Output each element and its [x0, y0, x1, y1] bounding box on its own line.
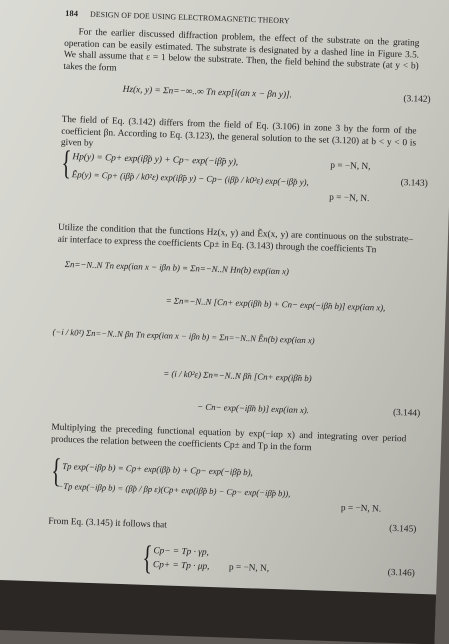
equation-3-145-line-1: Tp exp(−iβp b) = Cp+ exp(iβ̃p b) + Cp− exp(−iβ̃p b),: [62, 460, 253, 478]
equation-3-144-line-4: = (i / k0²ε) Σn=−N..N β̃n [Cn+ exp(iβ̃n b): [163, 368, 312, 384]
paragraph-4: Multiplying the preceding functional equation by exp(−iαp x) and integrating over period produces the relation between the coefficients Cp± and Tp in the form: [50, 422, 407, 453]
equation-number-3-146: (3.146): [387, 567, 415, 579]
equation-3-146-condition: p = −N, N,: [228, 562, 270, 574]
equation-number-3-142: (3.142): [403, 94, 431, 106]
equation-number-3-145: (3.145): [389, 523, 417, 535]
equation-3-143-condition-2: p = −N, N.: [329, 192, 370, 205]
equation-3-144-line-1: Σn=−N..N Tn exp(iαn x − iβn b) = Σn=−N..N Hn(b) exp(iαn x): [64, 258, 290, 277]
equation-3-146-line-1: Cp− = Tp · γp,: [153, 546, 210, 558]
equation-number-3-143: (3.143): [400, 178, 428, 189]
equation-3-144-line-2: = Σn=−N..N [Cn+ exp(iβ̃n b) + Cn− exp(−iβ̃n b)] exp(iαn x),: [165, 295, 386, 313]
dark-background-edge: [0, 579, 436, 644]
equation-3-143-line-1: Hp(y) = Cp+ exp(iβ̃p y) + Cp− exp(−iβ̃p y),: [72, 152, 239, 168]
running-title: DESIGN OF DOE USING ELECTROMAGNETIC THEORY: [89, 9, 290, 26]
equation-3-145-condition: p = −N, N.: [340, 503, 382, 515]
page-number: 184: [65, 8, 79, 19]
equation-3-142: Hz(x, y) = Σn=−∞..∞ Tn exp[i(αn x − βn y)].: [122, 84, 293, 101]
equation-3-144-line-5: − Cn− exp(−iβ̃n b)] exp(iαn x).: [197, 401, 310, 416]
equation-3-146-line-2: Cp+ = Tp · μp,: [152, 560, 210, 572]
equation-3-143-line-2: Ẽp(y) = Cp+ (iβ̃p / k0²ε) exp(iβ̃p y) − Cp− (iβ̃p / k0²ε) exp(−iβ̃p y),: [71, 169, 309, 188]
equation-3-144-line-3: (−i / k0²) Σn=−N..N βn Tn exp(iαn x − iβn b) = Σn=−N..N Ẽn(b) exp(iαn x): [52, 326, 315, 346]
paragraph-2: The field of Eq. (3.142) differs from the field of Eq. (3.106) in zone 3 by the form of the coefficient βn. According to Eq. (3.123), the general solution to the set (3.120) at b < y < 0 is given by: [60, 114, 417, 150]
equation-3-143-condition-1: p = −N, N,: [330, 160, 371, 173]
equation-brace: {: [141, 539, 153, 578]
equation-3-145-line-2: −Tp exp(−iβp b) = (β̃p / βp ε)(Cp+ exp(iβ̃p b) − Cp− exp(−iβ̃p b)),: [57, 480, 291, 499]
equation-number-3-144: (3.144): [392, 407, 421, 419]
equation-brace: {: [50, 452, 62, 490]
paragraph-3: Utilize the condition that the functions Hz(x, y) and Ẽx(x, y) are continuous on the substrate–air interface to express the coefficients Cp± in Eq. (3.143) through the coefficients Tn: [57, 222, 414, 255]
paragraph-5: From Eq. (3.145) it follows that: [48, 516, 167, 531]
running-header: [65, 9, 290, 27]
equation-brace: {: [60, 144, 72, 183]
paragraph-1: For the earlier discussed diffraction problem, the effect of the substrate on the grating operation can be easily estimated. The substrate is designated by a dashed line in Figure 3.5. We shall assume that ε = 1 below the substrate. Then, the field behind the substrate (at y < b) takes the form: [63, 27, 420, 74]
